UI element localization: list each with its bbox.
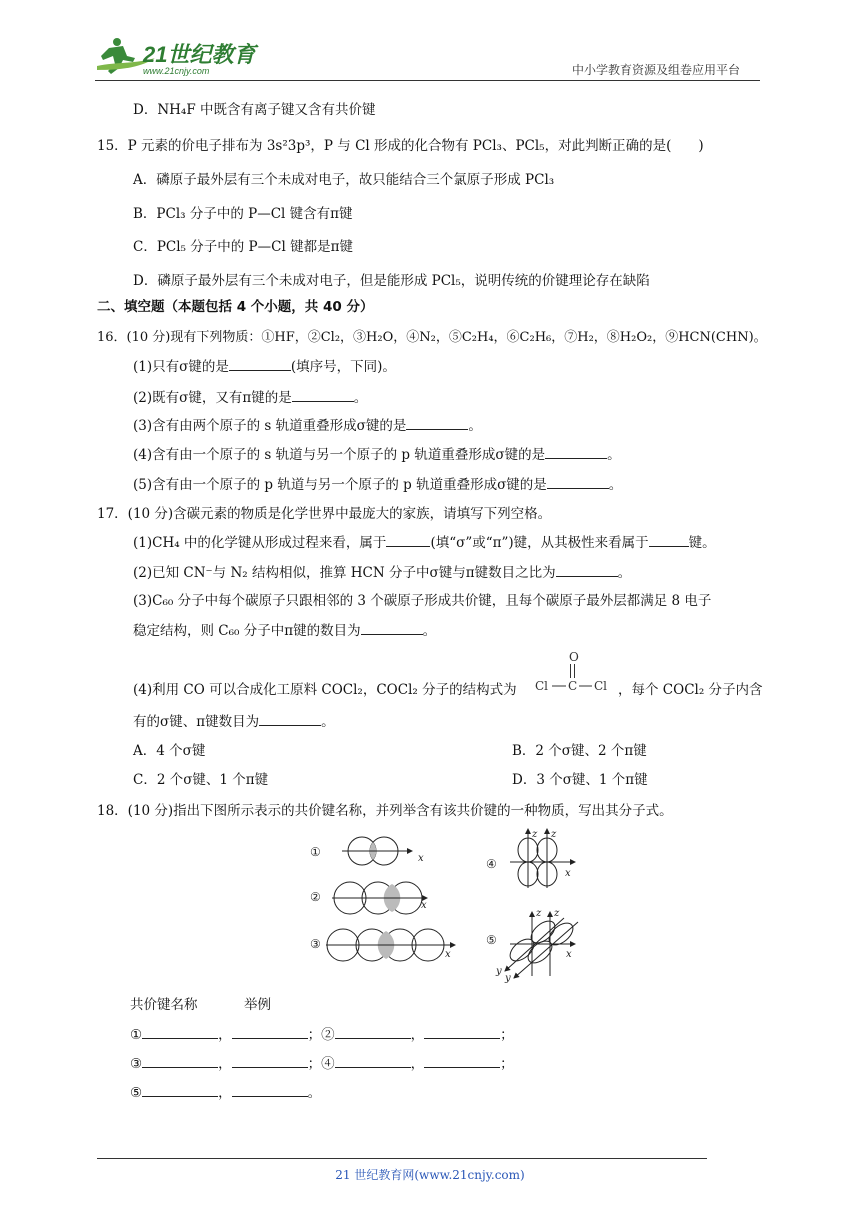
answer-blank[interactable] bbox=[142, 1025, 218, 1039]
q16-part1: (1)只有σ键的是 (填序号，下同)。 bbox=[133, 359, 396, 375]
q17-part4-line1b: ，每个 COCl₂ 分子内含 bbox=[618, 682, 763, 698]
answer-blank[interactable] bbox=[547, 475, 609, 489]
svg-text:y: y bbox=[505, 973, 511, 984]
svg-text:z: z bbox=[532, 829, 538, 840]
svg-text:x: x bbox=[418, 853, 424, 864]
answer-blank[interactable] bbox=[556, 563, 618, 577]
q18-answer-row-3: ⑤ ， 。 bbox=[130, 1085, 322, 1101]
answer-blank[interactable] bbox=[545, 445, 607, 459]
answer-blank[interactable] bbox=[142, 1054, 218, 1068]
q16-stem: 16．(10 分)现有下列物质：①HF，②Cl₂，③H₂O，④N₂，⑤C₂H₄，⑥C₂H₆，⑦H₂，⑧H₂O₂，⑨HCN(CHN)。 bbox=[97, 330, 767, 345]
svg-text:z: z bbox=[536, 908, 542, 919]
answer-blank[interactable] bbox=[292, 388, 354, 402]
q15-option-c: C．PCl₅ 分子中的 P—Cl 键都是π键 bbox=[133, 239, 353, 255]
q17-option-b: B．2 个σ键、2 个π键 bbox=[512, 743, 647, 759]
q15-option-b: B．PCl₃ 分子中的 P—Cl 键含有π键 bbox=[133, 206, 353, 222]
q18-column-example: 举例 bbox=[244, 997, 271, 1013]
svg-text:x: x bbox=[566, 949, 572, 960]
q17-part2: (2)已知 CN⁻与 N₂ 结构相似，推算 HCN 分子中σ键与π键数目之比为 。 bbox=[133, 565, 632, 581]
svg-text:x: x bbox=[421, 900, 427, 911]
answer-blank[interactable] bbox=[335, 1054, 411, 1068]
svg-text:y: y bbox=[496, 966, 502, 977]
answer-blank[interactable] bbox=[229, 357, 291, 371]
orbital-overlap-figure bbox=[300, 826, 590, 984]
answer-blank[interactable] bbox=[424, 1054, 500, 1068]
svg-text:x: x bbox=[445, 949, 451, 960]
svg-text:O: O bbox=[569, 650, 579, 664]
svg-text:⑤: ⑤ bbox=[486, 933, 497, 947]
answer-blank[interactable] bbox=[361, 621, 423, 635]
svg-text:z: z bbox=[554, 908, 560, 919]
q17-part3-line1: (3)C₆₀ 分子中每个碳原子只跟相邻的 3 个碳原子形成共价键，且每个碳原子最外层都满足 8 电子 bbox=[133, 593, 712, 609]
answer-blank[interactable] bbox=[406, 416, 468, 430]
q18-stem: 18．(10 分)指出下图所示表示的共价键名称，并列举含有该共价键的一种物质，写出其分子式。 bbox=[97, 803, 673, 819]
q17-part1: (1)CH₄ 中的化学键从形成过程来看，属于 (填“σ”或“π”)键，从其极性来看属于 键。 bbox=[133, 535, 716, 551]
svg-text:①: ① bbox=[310, 845, 321, 859]
q15-option-d: D．磷原子最外层有三个未成对电子，但是能形成 PCl₅，说明传统的价键理论存在缺陷 bbox=[133, 273, 650, 289]
q17-option-a: A．4 个σ键 bbox=[133, 743, 206, 759]
svg-text:②: ② bbox=[310, 890, 321, 904]
footer-site-link[interactable]: 21 世纪教育网(www.21cnjy.com) bbox=[335, 1168, 525, 1182]
q17-part4-line2: 有的σ键、π键数目为 。 bbox=[133, 714, 335, 730]
svg-text:④: ④ bbox=[486, 857, 497, 871]
q17-part4-line1a: (4)利用 CO 可以合成化工原料 COCl₂，COCl₂ 分子的结构式为 bbox=[133, 682, 517, 698]
svg-text:www.21cnjy.com: www.21cnjy.com bbox=[143, 66, 210, 76]
answer-blank[interactable] bbox=[649, 533, 689, 547]
answer-blank[interactable] bbox=[259, 712, 321, 726]
answer-blank[interactable] bbox=[386, 533, 430, 547]
q16-part4: (4)含有由一个原子的 s 轨道与另一个原子的 p 轨道重叠形成σ键的是 。 bbox=[133, 447, 621, 463]
svg-text:z: z bbox=[551, 829, 557, 840]
answer-blank[interactable] bbox=[335, 1025, 411, 1039]
q17-option-d: D．3 个σ键、1 个π键 bbox=[512, 772, 648, 788]
q18-column-bond-name: 共价键名称 bbox=[130, 997, 198, 1013]
cocl2-structural-formula bbox=[532, 648, 614, 698]
q14-option-d: D．NH₄F 中既含有离子键又含有共价键 bbox=[133, 102, 376, 118]
answer-blank[interactable] bbox=[424, 1025, 500, 1039]
q17-stem: 17．(10 分)含碳元素的物质是化学世界中最庞大的家族，请填写下列空格。 bbox=[97, 506, 552, 522]
q15-stem: 15．P 元素的价电子排布为 3s²3p³，P 与 Cl 形成的化合物有 PCl₃、PCl₅，对此判断正确的是( ) bbox=[97, 138, 704, 154]
svg-text:21世纪教育: 21世纪教育 bbox=[143, 42, 256, 67]
svg-text:③: ③ bbox=[310, 937, 321, 951]
q16-part2: (2)既有σ键，又有π键的是 。 bbox=[133, 390, 368, 406]
footer-divider bbox=[97, 1158, 707, 1159]
answer-blank[interactable] bbox=[232, 1025, 308, 1039]
q18-answer-row-2: ③ ， ；④ ， ； bbox=[130, 1056, 514, 1072]
answer-blank[interactable] bbox=[142, 1083, 218, 1097]
q17-part3-line2: 稳定结构，则 C₆₀ 分子中π键的数目为 。 bbox=[133, 623, 437, 639]
site-logo bbox=[95, 36, 260, 78]
q15-option-a: A．磷原子最外层有三个未成对电子，故只能结合三个氯原子形成 PCl₃ bbox=[133, 172, 555, 188]
svg-text:x: x bbox=[565, 868, 571, 879]
answer-blank[interactable] bbox=[232, 1083, 308, 1097]
svg-text:Cl: Cl bbox=[535, 679, 549, 693]
q16-part5: (5)含有由一个原子的 p 轨道与另一个原子的 p 轨道重叠形成σ键的是 。 bbox=[133, 477, 623, 493]
svg-text:Cl: Cl bbox=[594, 679, 608, 693]
q18-answer-row-1: ① ， ；② ， ； bbox=[130, 1027, 514, 1043]
answer-blank[interactable] bbox=[232, 1054, 308, 1068]
q17-option-c: C．2 个σ键、1 个π键 bbox=[133, 772, 269, 788]
header-divider bbox=[95, 80, 760, 81]
section-2-heading: 二、填空题（本题包括 4 个小题，共 40 分） bbox=[97, 299, 374, 315]
q16-part3: (3)含有由两个原子的 s 轨道重叠形成σ键的是 。 bbox=[133, 418, 482, 434]
header-platform-title: 中小学教育资源及组卷应用平台 bbox=[572, 63, 741, 77]
svg-text:C: C bbox=[568, 679, 578, 693]
